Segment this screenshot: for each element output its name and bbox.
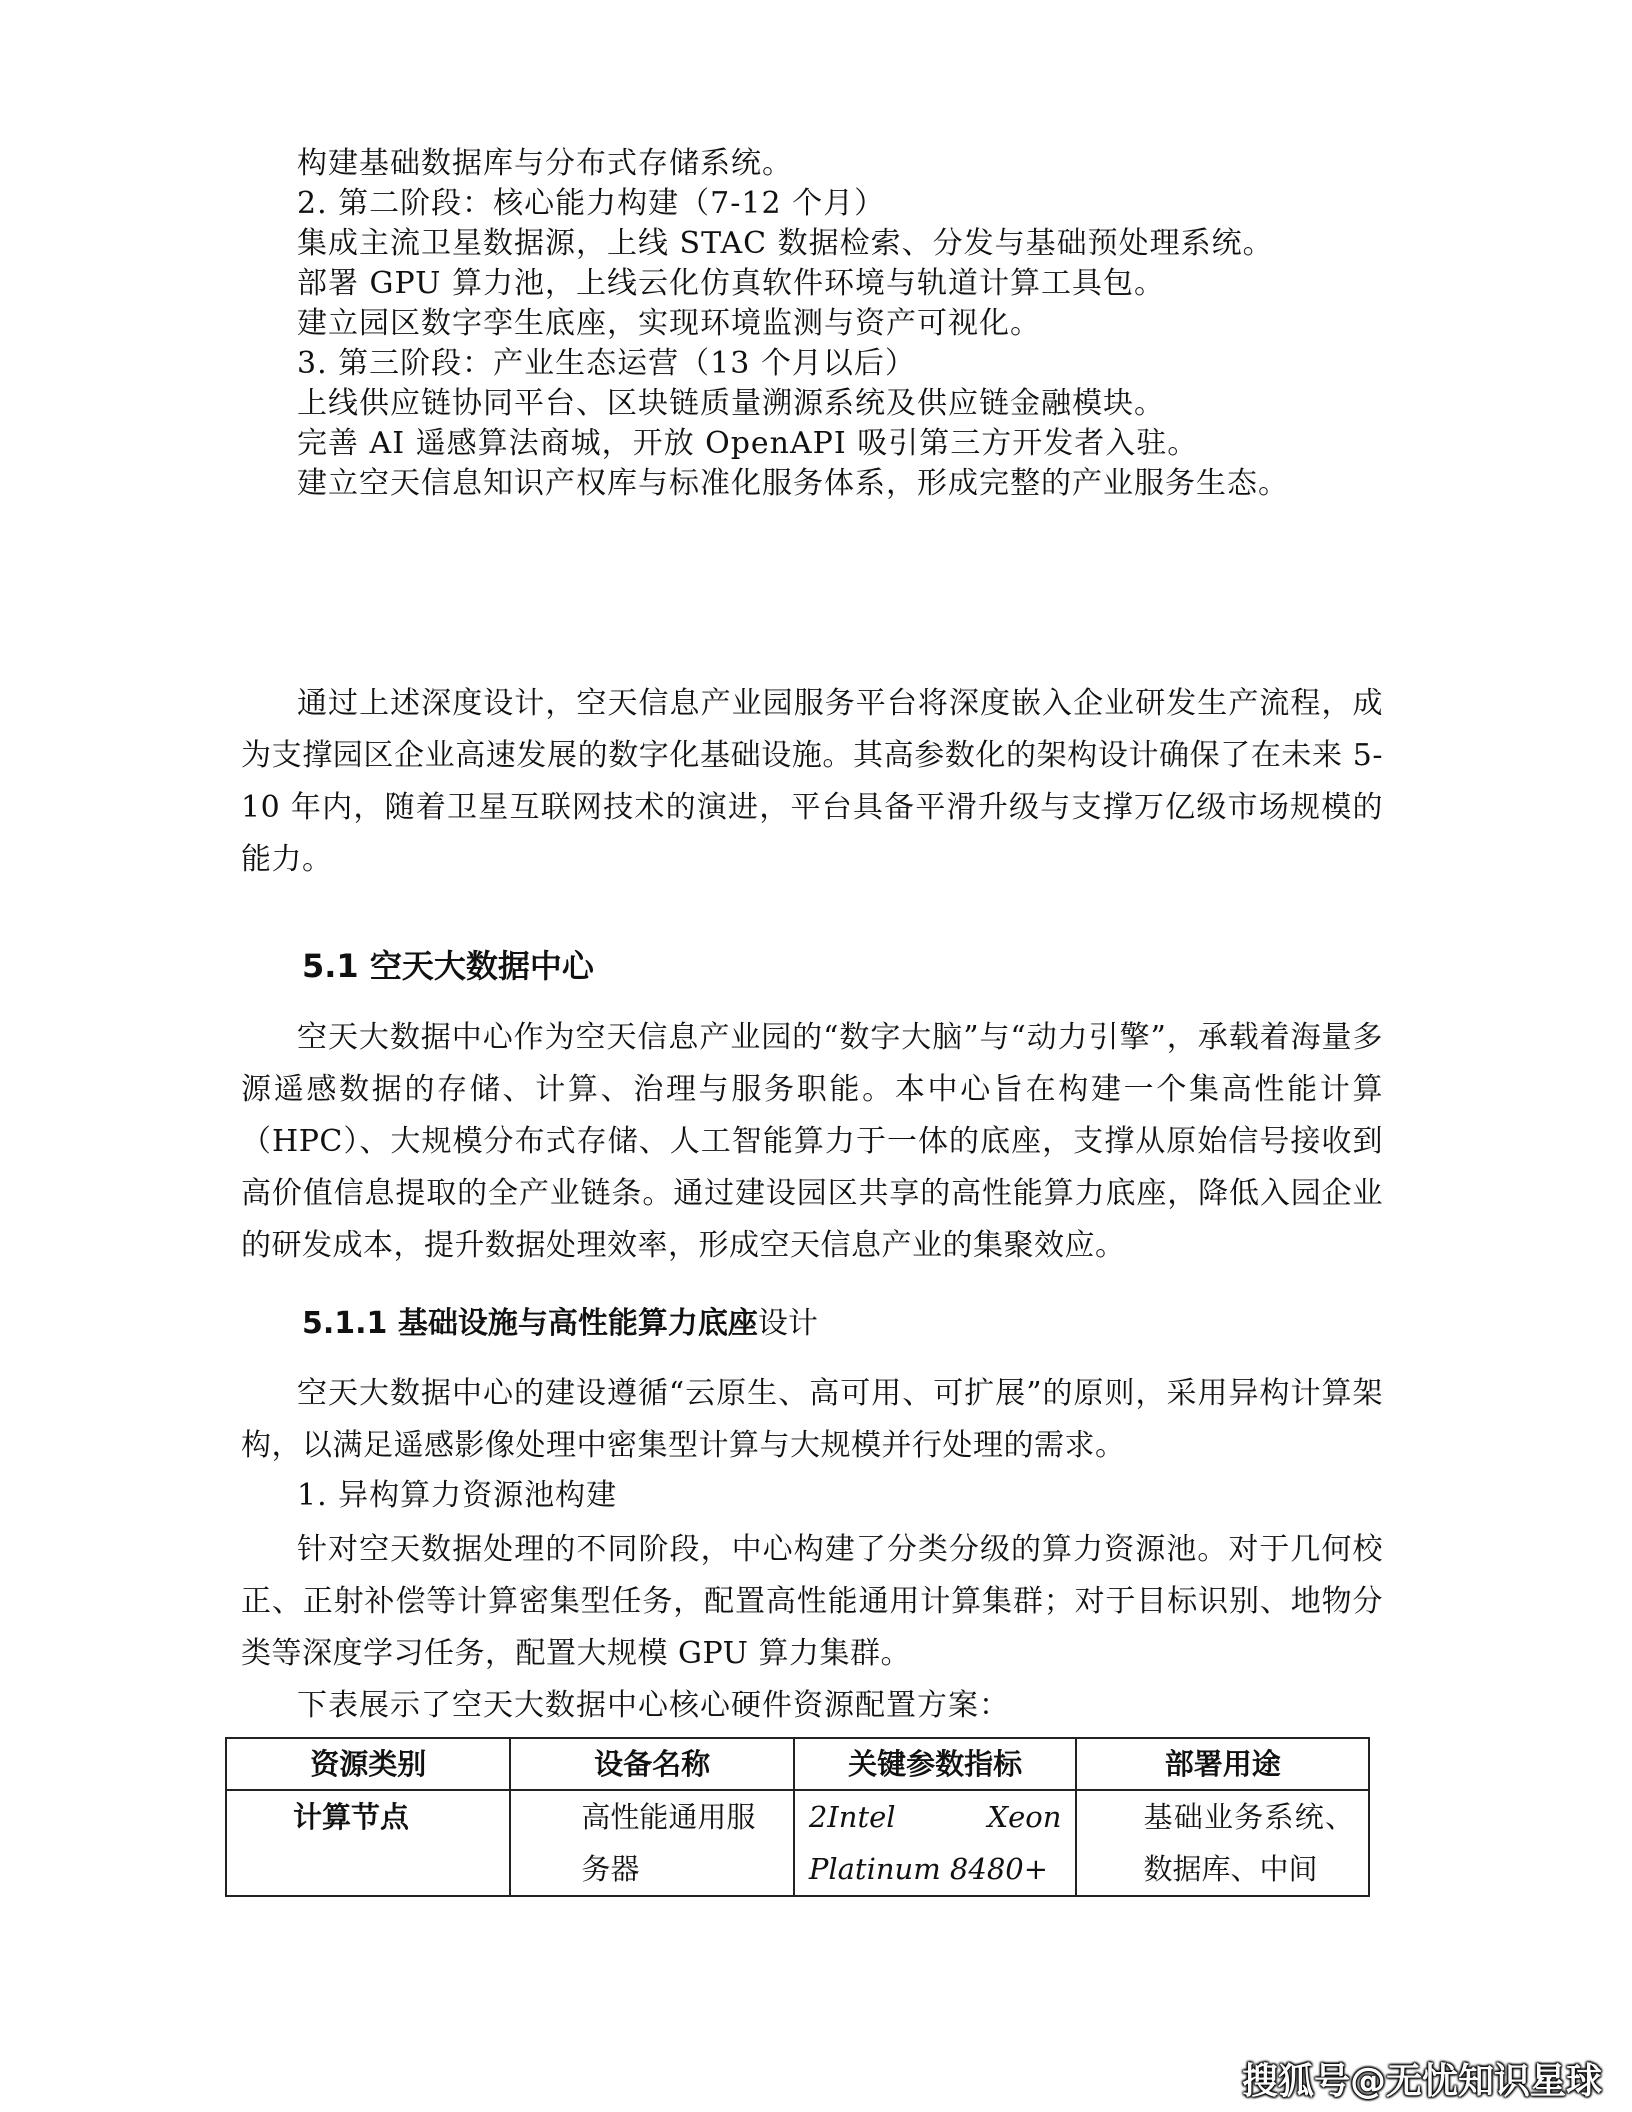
list-item-1: 1. 异构算力资源池构建 xyxy=(297,1478,618,1513)
section-5-1-1-heading-bold: 5.1.1 基础设施与高性能算力底座 xyxy=(302,1306,758,1341)
section-5-1-1-heading-rest: 设计 xyxy=(757,1306,818,1341)
intro-line-4: 部署 GPU 算力池，上线云化仿真软件环境与轨道计算工具包。 xyxy=(297,266,1165,301)
header-key-params: 关键参数指标 xyxy=(794,1738,1077,1790)
cell-device-name: 高性能通用服务器 xyxy=(510,1790,793,1896)
summary-paragraph: 通过上述深度设计，空天信息产业园服务平台将深度嵌入企业研发生产流程，成为支撑园区企业高速发展的数字化基础设施。其高参数化的架构设计确保了在未来 5-10 年内，随着卫星互联网技术的演进，平台具备平滑升级与支撑万亿级市场规模的能力。 xyxy=(241,686,1383,877)
section-5-1-paragraph: 空天大数据中心作为空天信息产业园的“数字大脑”与“动力引擎”，承载着海量多源遥感数据的存储、计算、治理与服务职能。本中心旨在构建一个集高性能计算（HPC）、大规模分布式存储、人工智能算力于一体的底座，支撑从原始信号接收到高价值信息提取的全产业链条。通过建设园区共享的高性能算力底座，降低入园企业的研发成本，提升数据处理效率，形成空天信息产业的集聚效应。 xyxy=(241,1020,1383,1263)
table-row xyxy=(226,1790,1369,1896)
section-5-1-heading: 5.1 空天大数据中心 xyxy=(302,947,594,985)
cell-resource-type: 计算节点 xyxy=(226,1790,510,1896)
intro-line-5: 建立园区数字孪生底座，实现环境监测与资产可视化。 xyxy=(297,306,1041,341)
intro-line-8: 完善 AI 遥感算法商城，开放 OpenAPI 吸引第三方开发者入驻。 xyxy=(297,426,1199,461)
intro-line-1: 构建基础数据库与分布式存储系统。 xyxy=(297,146,793,181)
header-resource-type: 资源类别 xyxy=(226,1738,510,1790)
section-5-1-1-paragraph-2: 针对空天数据处理的不同阶段，中心构建了分类分级的算力资源池。对于几何校正、正射补偿等计算密集型任务，配置高性能通用计算集群；对于目标识别、地物分类等深度学习任务，配置大规模 GPU 算力集群。 xyxy=(241,1532,1383,1671)
intro-line-3: 集成主流卫星数据源，上线 STAC 数据检索、分发与基础预处理系统。 xyxy=(297,226,1274,261)
section-5-1-1-paragraph-1: 空天大数据中心的建设遵循“云原生、高可用、可扩展”的原则，采用异构计算架构，以满足遥感影像处理中密集型计算与大规模并行处理的需求。 xyxy=(241,1376,1383,1463)
cell-key-params: 2Intel Xeon Platinum 8480+ xyxy=(794,1790,1077,1896)
intro-line-9: 建立空天信息知识产权库与标准化服务体系，形成完整的产业服务生态。 xyxy=(297,466,1289,501)
table-header-row xyxy=(226,1738,1369,1790)
header-deployment-use: 部署用途 xyxy=(1076,1738,1369,1790)
cell-deployment-use: 基础业务系统、数据库、中间 xyxy=(1076,1790,1369,1896)
intro-line-7: 上线供应链协同平台、区块链质量溯源系统及供应链金融模块。 xyxy=(297,386,1165,421)
watermark: 搜狐号@无忧知识星球 xyxy=(1241,2061,1602,2102)
section-5-1-1-heading xyxy=(302,1304,818,1344)
phase-2-heading: 2. 第二阶段：核心能力构建（7-12 个月） xyxy=(297,186,886,221)
hardware-config-table xyxy=(225,1737,1370,1897)
table-intro: 下表展示了空天大数据中心核心硬件资源配置方案： xyxy=(297,1688,1010,1723)
header-device-name: 设备名称 xyxy=(510,1738,793,1790)
phase-3-heading: 3. 第三阶段：产业生态运营（13 个月以后） xyxy=(297,346,916,381)
